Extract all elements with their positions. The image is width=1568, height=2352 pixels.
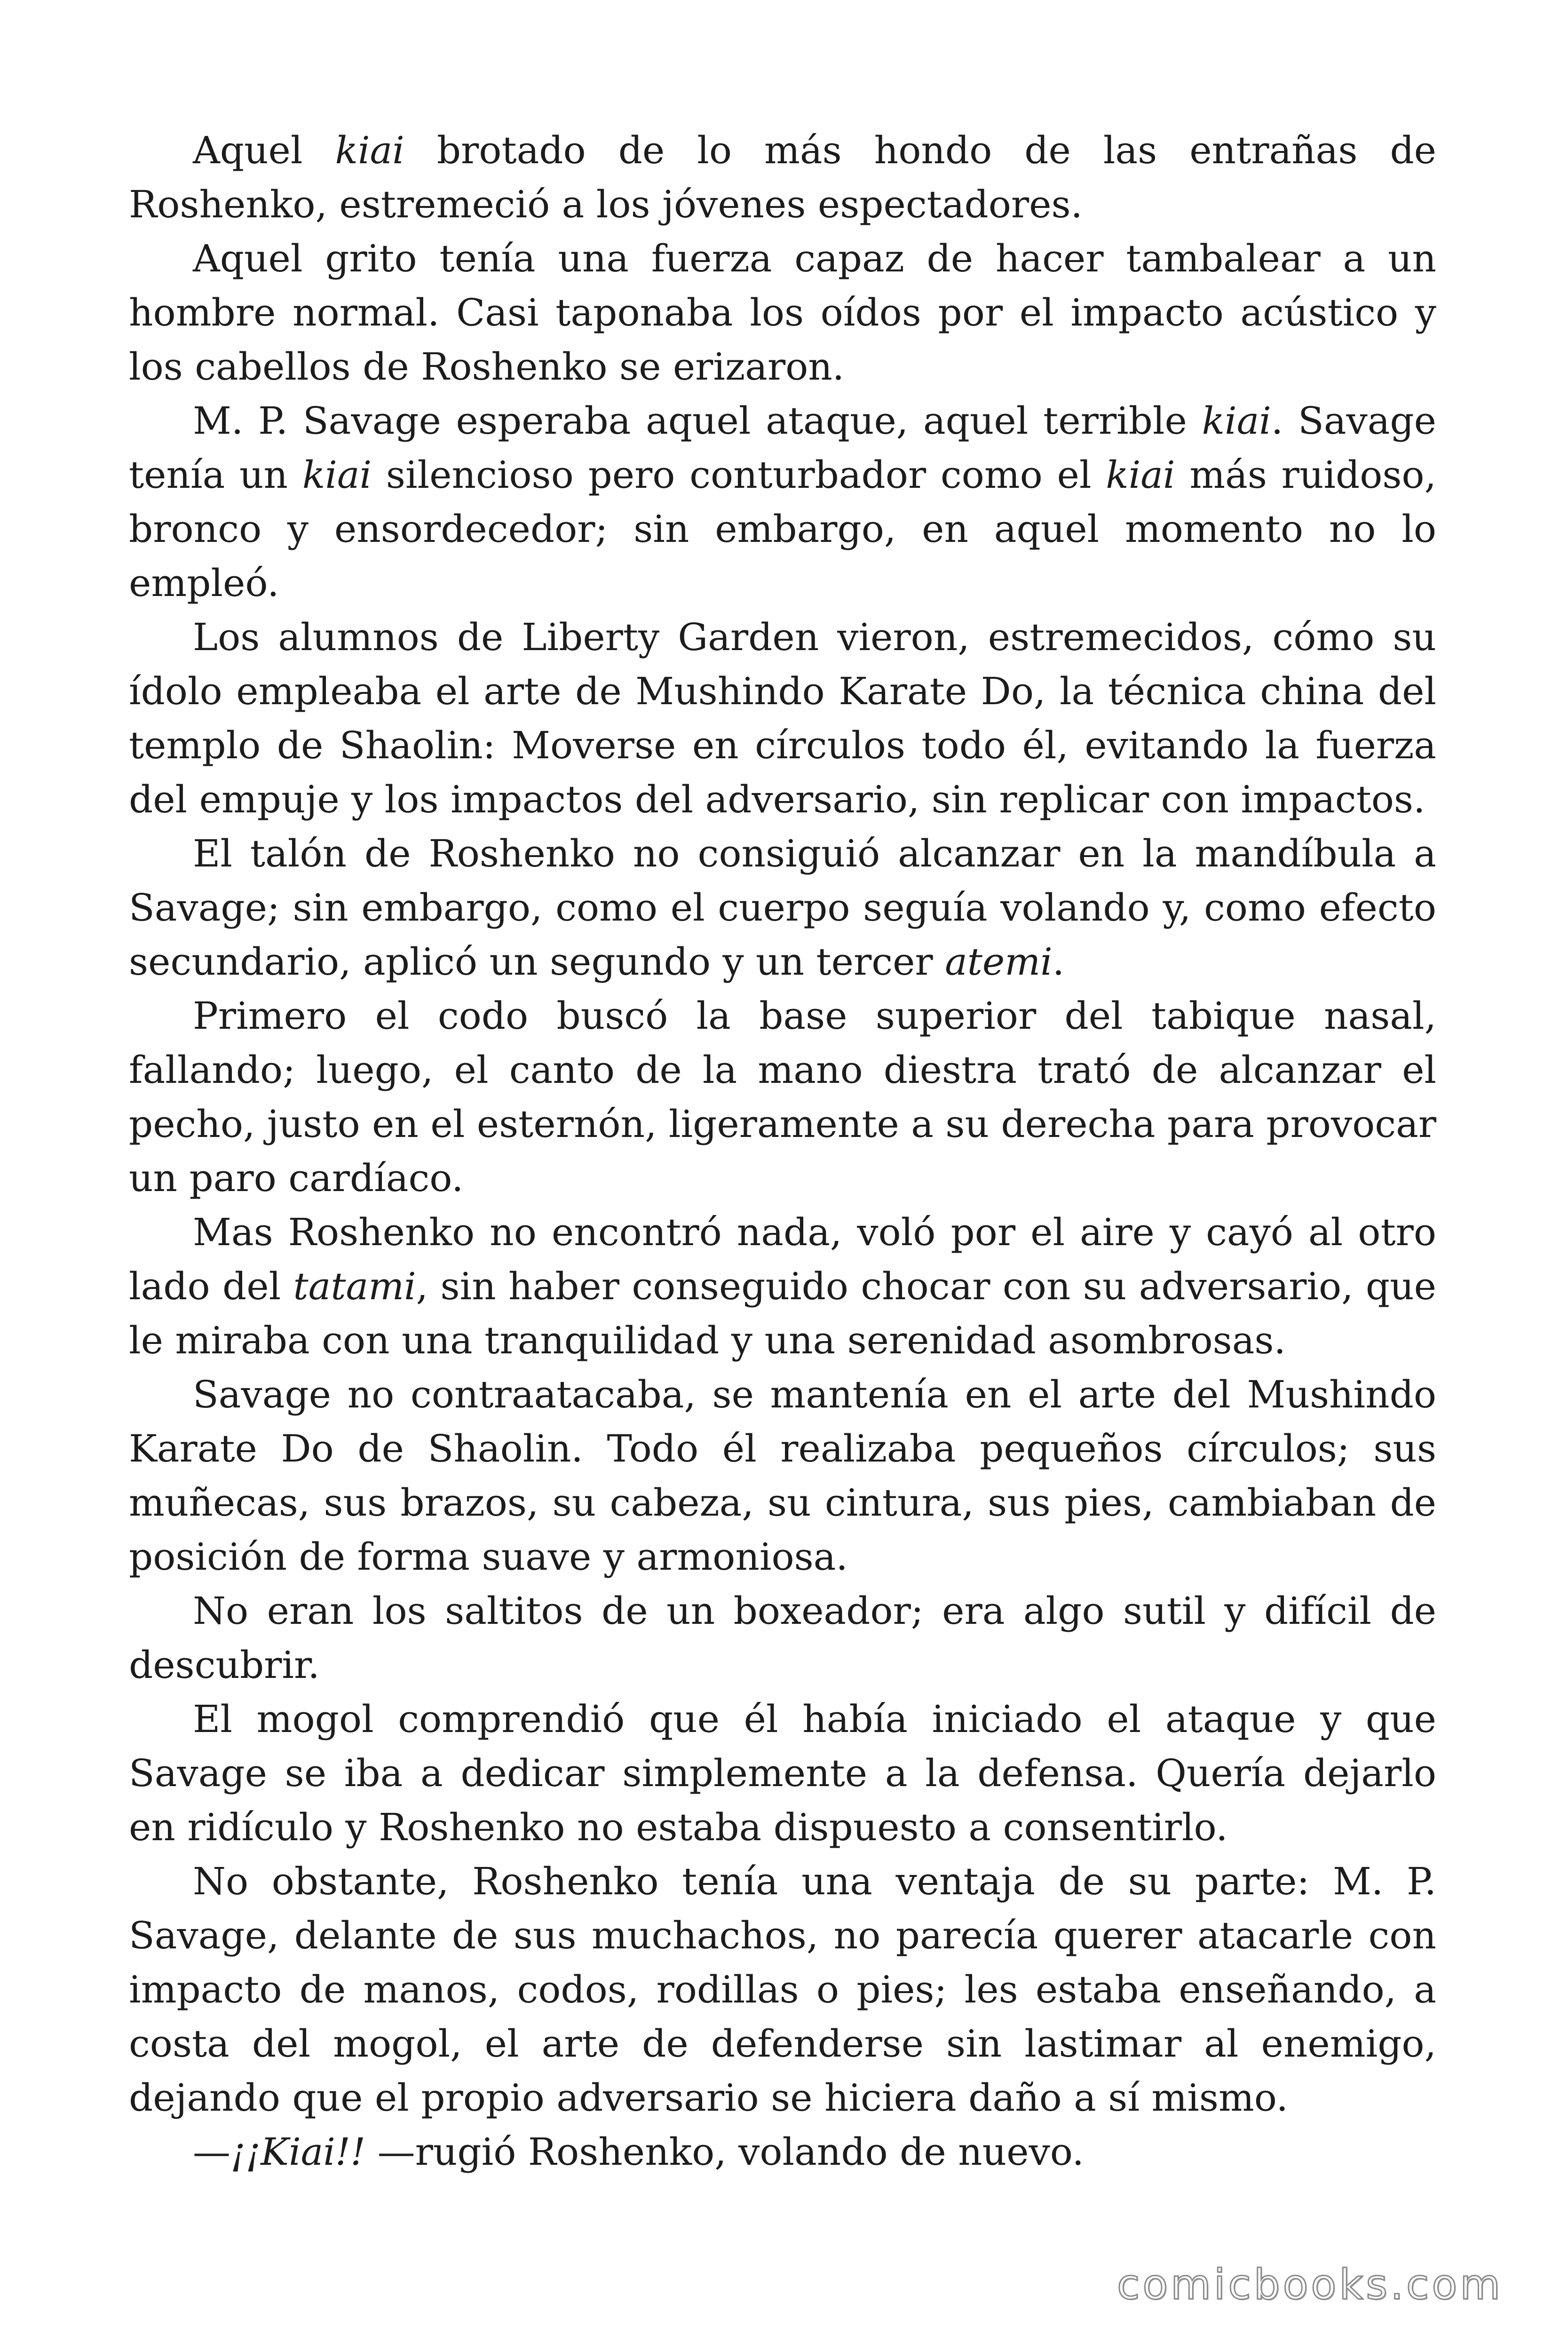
- paragraph: [129, 2125, 1436, 2179]
- paragraph: [129, 1584, 1436, 1692]
- paragraph: [129, 1205, 1436, 1367]
- text-run: No obstante, Roshenko tenía una ventaja de su parte: M. P. Savage, delante de sus muchachos, no parecía querer atacarle con impacto de manos, codos, rodillas o pies; les estaba enseñando, a costa del mogol, el arte de defenderse sin lastimar al enemigo, dejando que el propio adversario se hiciera daño a sí mismo.: [129, 1859, 1436, 2120]
- italic-text: ¡¡Kiai!!: [230, 2130, 366, 2174]
- text-run: Aquel grito tenía una fuerza capaz de hacer tambalear a un hombre normal. Casi taponaba los oídos por el impacto acústico y los cabellos de Roshenko se erizaron.: [129, 237, 1436, 389]
- text-run: Mas Roshenko no encontró nada, voló por el aire y cayó al otro lado del: [129, 1210, 1436, 1308]
- text-run: M. P. Savage esperaba aquel ataque, aquel terrible: [193, 399, 1202, 443]
- text-run: Primero el codo buscó la base superior del tabique nasal, fallando; luego, el canto de la mano diestra trató de alcanzar el pecho, justo en el esternón, ligeramente a su derecha para provocar un paro cardíaco.: [129, 994, 1436, 1200]
- italic-text: atemi: [945, 940, 1053, 984]
- text-run: Aquel: [193, 128, 335, 172]
- text-run: El talón de Roshenko no consiguió alcanzar en la mandíbula a Savage; sin embargo, como el cuerpo seguía volando y, como efecto secundario, aplicó un segundo y un tercer: [129, 832, 1436, 984]
- text-run: , sin haber conseguido chocar con su adversario, que le miraba con una tranquilidad y una serenidad asombrosas.: [129, 1264, 1437, 1362]
- italic-text: tatami: [293, 1264, 416, 1308]
- italic-text: kiai: [1106, 453, 1175, 497]
- paragraph: [129, 231, 1436, 394]
- text-run: brotado de lo más hondo de las entrañas de Roshenko, estremeció a los jóvenes espectadores.: [129, 128, 1437, 226]
- paragraph: [129, 989, 1436, 1205]
- italic-text: kiai: [302, 453, 372, 497]
- paragraph: [129, 610, 1436, 826]
- text-run: —: [193, 2130, 230, 2174]
- italic-text: kiai: [1202, 399, 1271, 443]
- italic-text: kiai: [335, 128, 404, 172]
- paragraph: [129, 394, 1436, 610]
- paragraph: [129, 1367, 1436, 1584]
- text-run: El mogol comprendió que él había iniciado el ataque y que Savage se iba a dedicar simplemente a la defensa. Quería dejarlo en ridículo y Roshenko no estaba dispuesto a consentirlo.: [129, 1697, 1436, 1849]
- text-run: .: [1052, 940, 1065, 984]
- text-run: —rugió Roshenko, volando de nuevo.: [365, 2130, 1084, 2174]
- paragraph: [129, 1692, 1436, 1854]
- paragraph: [129, 1854, 1436, 2125]
- text-column: [129, 123, 1436, 2179]
- text-run: silencioso pero conturbador como el: [372, 453, 1106, 497]
- text-run: Savage no contraatacaba, se mantenía en el arte del Mushindo Karate Do de Shaolin. Todo él realizaba pequeños círculos; sus muñecas, sus brazos, su cabeza, su cintura, sus pies, cambiaban de posición de forma suave y armoniosa.: [129, 1373, 1436, 1579]
- watermark: comicbooks.com: [1117, 2260, 1503, 2309]
- text-run: . Savage tenía un: [129, 399, 1436, 497]
- paragraph: [129, 826, 1436, 989]
- paragraph: [129, 123, 1436, 231]
- text-run: No eran los saltitos de un boxeador; era algo sutil y difícil de descubrir.: [129, 1589, 1436, 1687]
- text-run: más ruidoso, bronco y ensordecedor; sin embargo, en aquel momento no lo empleó.: [129, 453, 1437, 605]
- text-run: Los alumnos de Liberty Garden vieron, estremecidos, cómo su ídolo empleaba el arte de Mushindo Karate Do, la técnica china del templo de Shaolin: Moverse en círculos todo él, evitando la fuerza del empuje y los impactos del adversario, sin replicar con impactos.: [129, 615, 1436, 821]
